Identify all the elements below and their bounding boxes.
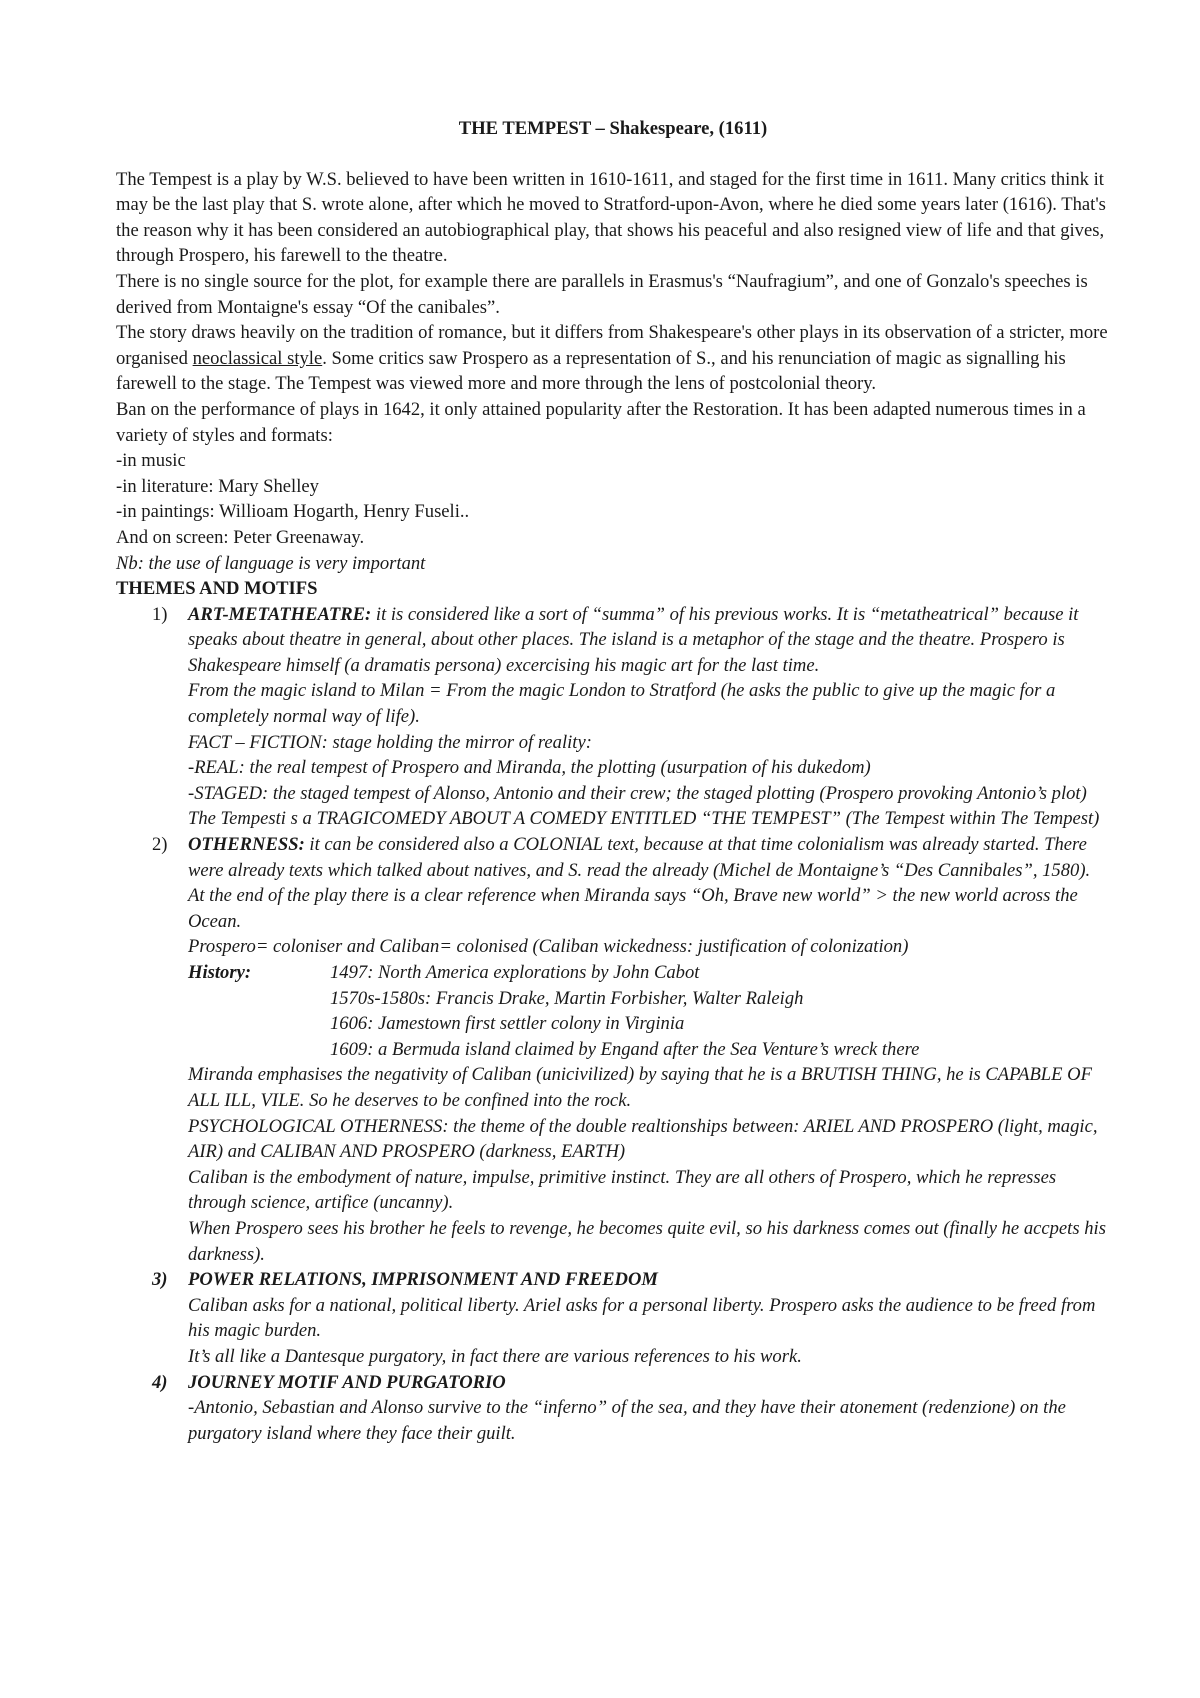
underlined-term: neoclassical style [192,347,323,369]
theme-lead [188,832,1110,934]
adaptation-line: -in paintings: Willioam Hogarth, Henry Fuseli.. [116,501,470,523]
theme-number: 1) [152,603,168,625]
history-entry: 1606: Jamestown first settler colony in Virginia [330,1013,685,1035]
theme-line: From the magic island to Milan = From the magic London to Stratford (he asks the public to give up the magic for a completely normal way of life). [188,680,1056,728]
themes-list [116,602,1110,1447]
theme-number: 2) [152,834,168,856]
history-list [330,960,1110,1062]
theme-lead [188,602,1110,679]
theme-item-4 [116,1370,1110,1447]
intro-paragraph-1: The Tempest is a play by W.S. believed to have been written in 1610-1611, and staged for the first time in 1611. Many critics think it may be the last play that S. wrote alone, after which he moved to Stratford-upon-Avon, where he died some years later (1616). That's the reason why it has been considered an autobiographical play, that shows his peaceful and also resigned view of life and that gives, through Prospero, his farewell to the theatre. [116,168,1106,267]
theme-line: The Tempesti s a TRAGICOMEDY ABOUT A COMEDY ENTITLED “THE TEMPEST” (The Tempest within The Tempest) [188,808,1100,830]
history-label: History: [188,962,252,983]
themes-heading: THEMES AND MOTIFS [116,578,318,600]
theme-line: It’s all like a Dantesque purgatory, in fact there are various references to his work. [188,1345,802,1367]
intro-paragraph-4: Ban on the performance of plays in 1642, it only attained popularity after the Restoration. It has been adapted numerous times in a variety of styles and formats: [116,398,1086,446]
history-entry: 1570s-1580s: Francis Drake, Martin Forbisher, Walter Raleigh [330,987,804,1009]
theme-lead-text: it is considered like a sort of “summa” of his previous works. It is “metatheatrical” because it speaks about theatre in general, about other places. The island is a metaphor of the stage and the theatre. Prospero is Shakespeare himself (a dramatis persona) excercising his magic art for the last time. [188,603,1079,676]
theme-line: -REAL: the real tempest of Prospero and Miranda, the plotting (usurpation of his dukedom) [188,757,871,779]
document-title: THE TEMPEST – Shakespeare, (1611) [458,118,768,139]
theme-item-1 [116,602,1110,832]
theme-line: Caliban is the embodyment of nature, impulse, primitive instinct. They are all others of Prospero, which he represses through science, artifice (uncanny). [188,1166,1057,1214]
theme-line: Prospero= coloniser and Caliban= colonised (Caliban wickedness: justification of colonization) [188,936,909,958]
adaptation-line: -in literature: Mary Shelley [116,475,319,497]
theme-item-2 [116,832,1110,1267]
intro-paragraph-3-end: . Some critics saw Prospero as a representation of S., and his renunciation of magic as signalling his farewell to the stage. The Tempest was viewed more and more through the lens of postcolonial theory. [116,347,1066,395]
theme-line: -STAGED: the staged tempest of Alonso, Antonio and their crew; the staged plotting (Prospero provoking Antonio’s plot) [188,782,1087,804]
theme-lead-text: it can be considered also a COLONIAL text, because at that time colonialism was already started. There were already texts which talked about natives, and S. read the already (Michel de Montaigne’s “Des Cannibales”, 1580). At the end of the play there is a clear reference when Miranda says “Oh, Brave new world” > the new world across the Ocean. [188,834,1091,932]
intro-paragraph-3 [116,320,1110,397]
theme-heading: JOURNEY MOTIF AND PURGATORIO [188,1371,506,1393]
theme-line: Caliban asks for a national, political liberty. Ariel asks for a personal liberty. Prospero asks the audience to be freed from his magic burden. [188,1294,1096,1342]
theme-line: FACT – FICTION: stage holding the mirror of reality: [188,731,592,753]
theme-heading: ART-METATHEATRE: [188,603,372,625]
history-entry: 1497: North America explorations by John Cabot [330,962,700,983]
theme-line: -Antonio, Sebastian and Alonso survive to the “inferno” of the sea, and they have their atonement (redenzione) on the purgatory island where they face their guilt. [188,1397,1066,1444]
theme-item-3 [116,1267,1110,1369]
theme-line: PSYCHOLOGICAL OTHERNESS: the theme of the double realtionships between: ARIEL AND PROSPERO (light, magic, AIR) and CALIBAN AND PROSPERO (darkness, EARTH) [188,1115,1098,1163]
theme-line: When Prospero sees his brother he feels to revenge, he becomes quite evil, so his darkness comes out (finally he accpets his darkness). [188,1217,1106,1265]
theme-line: Miranda emphasises the negativity of Caliban (unicivilized) by saying that he is a BRUTISH THING, he is CAPABLE OF ALL ILL, VILE. So he deserves to be confined into the rock. [188,1064,1092,1111]
nota-bene: Nb: the use of language is very important [116,552,426,574]
theme-number: 3) [152,1269,168,1291]
adaptation-line: -in music [116,450,186,472]
theme-number: 4) [152,1371,168,1393]
intro-paragraph-2: There is no single source for the plot, for example there are parallels in Erasmus's “Naufragium”, and one of Gonzalo's speeches is derived from Montaigne's essay “Of the canibales”. [116,270,1088,318]
history-entry: 1609: a Bermuda island claimed by Engand after the Sea Venture’s wreck there [330,1038,920,1060]
history-block [188,960,1110,1062]
adaptation-line: And on screen: Peter Greenaway. [116,526,365,548]
intro-paragraph-3-start: The story draws heavily on the tradition of romance, but it differs from Shakespeare's other plays in its observation of a stricter, more organised [116,322,1108,369]
theme-heading: POWER RELATIONS, IMPRISONMENT AND FREEDOM [188,1269,658,1291]
theme-heading: OTHERNESS: [188,834,305,856]
